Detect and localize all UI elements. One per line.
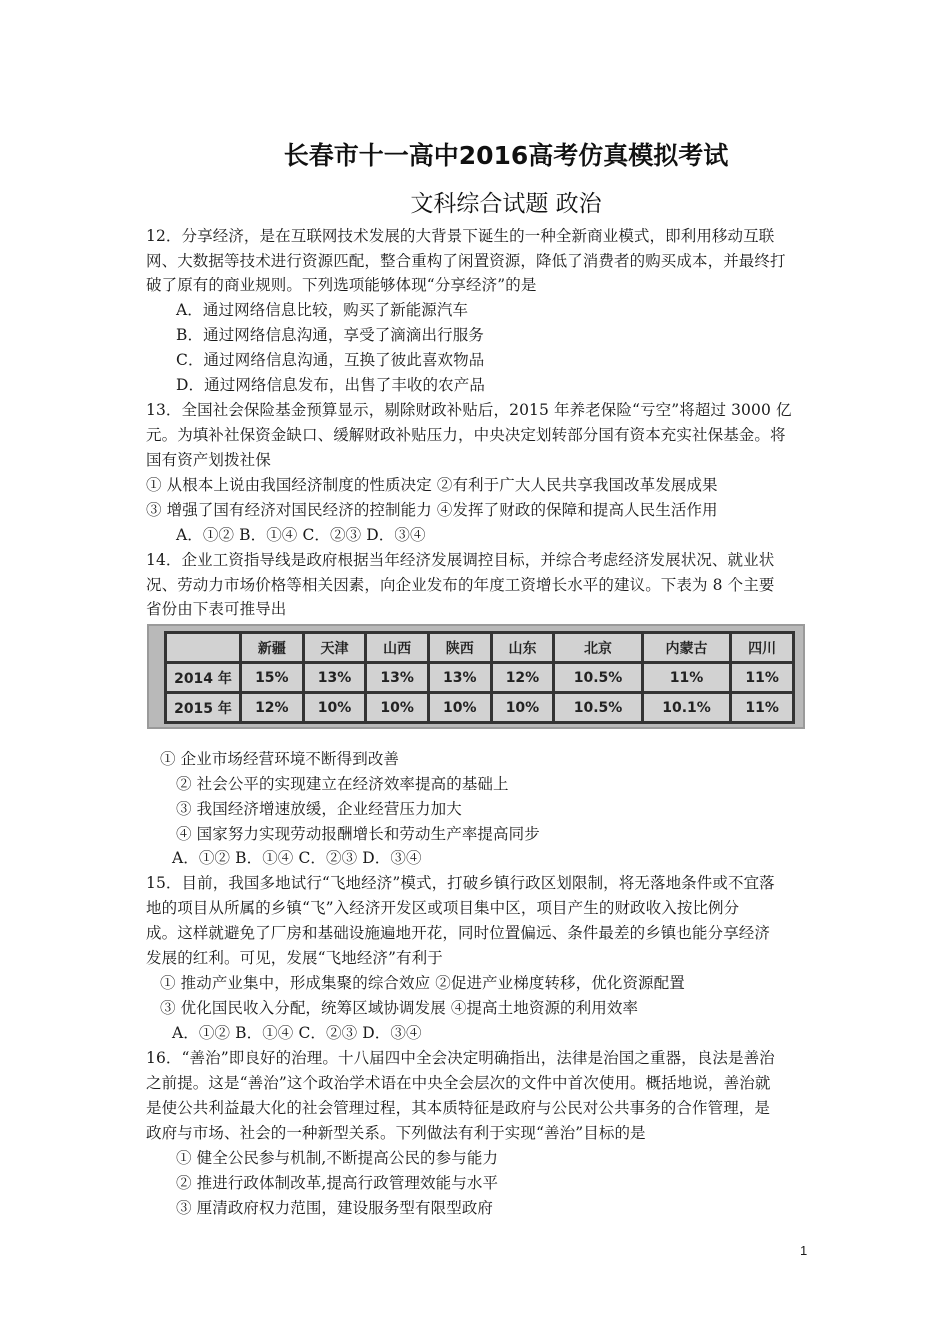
q12-stem-line: 破了原有的商业规则。下列选项能够体现“分享经济”的是 (146, 276, 537, 294)
table-header-cell: 山西 (366, 633, 429, 663)
table-header-cell: 天津 (303, 633, 366, 663)
table-header-cell: 山东 (491, 633, 554, 663)
q14-stem-line: 省份由下表可推导出 (146, 600, 287, 618)
table-cell: 12% (491, 663, 554, 693)
table-cell: 13% (303, 663, 366, 693)
q13-item-line: ③ 增强了国有经济对国民经济的控制能力 ④发挥了财政的保障和提高人民生活作用 (146, 501, 718, 519)
q16-item-line: ③ 厘清政府权力范围，建设服务型有限型政府 (176, 1199, 494, 1217)
q13-options: A．①② B．①④ C．②③ D．③④ (176, 526, 426, 544)
q15-item-line: ① 推动产业集中，形成集聚的综合效应 ②促进产业梯度转移，优化资源配置 (160, 974, 685, 992)
q13-stem-line: 13．全国社会保险基金预算显示，剔除财政补贴后，2015 年养老保险“亏空”将超过 3000 亿 (146, 401, 792, 419)
table-cell: 11% (731, 663, 794, 693)
table-cell: 2015 年 (166, 693, 241, 723)
page-number: 1 (800, 1243, 808, 1258)
q14-stem-line: 14．企业工资指导线是政府根据当年经济发展调控目标，并综合考虑经济发展状况、就业状 (146, 551, 775, 569)
table-cell: 11% (731, 693, 794, 723)
q13-stem-line: 元。为填补社保资金缺口、缓解财政补贴压力，中央决定划转部分国有资本充实社保基金。将 (146, 426, 786, 444)
q12-option-a: A．通过网络信息比较，购买了新能源汽车 (176, 301, 469, 319)
exam-title: 长春市十一高中2016高考仿真模拟考试 (283, 141, 729, 170)
table-row (166, 693, 794, 723)
q13-stem-line: 国有资产划拨社保 (146, 451, 271, 469)
table-row (166, 663, 794, 693)
q14-options: A．①② B．①④ C．②③ D．③④ (172, 849, 422, 867)
table-cell: 13% (428, 663, 491, 693)
table-cell: 10% (491, 693, 554, 723)
wage-guideline-table (164, 631, 795, 724)
q15-options: A．①② B．①④ C．②③ D．③④ (172, 1024, 422, 1042)
table-header-cell: 陕西 (428, 633, 491, 663)
table-cell: 10% (428, 693, 491, 723)
table-cell: 10% (303, 693, 366, 723)
q16-stem-line: 政府与市场、社会的一种新型关系。下列做法有利于实现“善治”目标的是 (146, 1124, 646, 1142)
q12-option-c: C．通过网络信息沟通，互换了彼此喜欢物品 (176, 351, 485, 369)
q16-stem-line: 是使公共利益最大化的社会管理过程，其本质特征是政府与公民对公共事务的合作管理，是 (146, 1099, 771, 1117)
q16-item-line: ① 健全公民参与机制,不断提高公民的参与能力 (176, 1149, 499, 1167)
table-cell: 15% (241, 663, 304, 693)
q15-stem-line: 成。这样就避免了厂房和基础设施遍地开花，同时位置偏远、条件最差的乡镇也能分享经济 (146, 924, 771, 942)
table-cell: 11% (642, 663, 731, 693)
table-header-cell: 内蒙古 (642, 633, 731, 663)
q13-item-line: ① 从根本上说由我国经济制度的性质决定 ②有利于广大人民共享我国改革发展成果 (146, 476, 718, 494)
q14-stem-line: 况、劳动力市场价格等相关因素，向企业发布的年度工资增长水平的建议。下表为 8 个主要 (146, 576, 775, 594)
q15-stem-line: 地的项目从所属的乡镇“飞”入经济开发区或项目集中区，项目产生的财政收入按比例分 (146, 899, 740, 917)
table-header-cell: 新疆 (241, 633, 304, 663)
table-header-cell (166, 633, 241, 663)
q14-item-line: ③ 我国经济增速放缓，企业经营压力加大 (176, 800, 462, 818)
table-cell: 10% (366, 693, 429, 723)
exam-subtitle: 文科综合试题 政治 (410, 191, 602, 217)
table-cell: 2014 年 (166, 663, 241, 693)
table-header-cell: 北京 (554, 633, 643, 663)
q15-stem-line: 发展的红利。可见，发展“飞地经济”有利于 (146, 949, 443, 967)
q15-item-line: ③ 优化国民收入分配，统筹区域协调发展 ④提高土地资源的利用效率 (160, 999, 639, 1017)
q14-item-line: ④ 国家努力实现劳动报酬增长和劳动生产率提高同步 (176, 825, 540, 843)
table-cell: 13% (366, 663, 429, 693)
q16-stem-line: 16．“善治”即良好的治理。十八届四中全会决定明确指出，法律是治国之重器，良法是善治 (146, 1049, 775, 1067)
q12-stem-line: 12．分享经济，是在互联网技术发展的大背景下诞生的一种全新商业模式，即利用移动互联 (146, 227, 775, 245)
q12-option-d: D．通过网络信息发布，出售了丰收的农产品 (176, 376, 485, 394)
q15-stem-line: 15．目前，我国多地试行“飞地经济”模式，打破乡镇行政区划限制，将无落地条件或不宜落 (146, 874, 775, 892)
q14-item-line: ① 企业市场经营环境不断得到改善 (160, 750, 400, 768)
wage-guideline-table-image (147, 624, 805, 729)
table-header-cell: 四川 (731, 633, 794, 663)
table-cell: 10.1% (642, 693, 731, 723)
table-cell: 10.5% (554, 693, 643, 723)
q16-stem-line: 之前提。这是“善治”这个政治学术语在中央全会层次的文件中首次使用。概括地说，善治就 (146, 1074, 771, 1092)
table-header-row (166, 633, 794, 663)
q12-option-b: B．通过网络信息沟通，享受了滴滴出行服务 (176, 326, 484, 344)
table-cell: 12% (241, 693, 304, 723)
q12-stem-line: 网、大数据等技术进行资源匹配，整合重构了闲置资源，降低了消费者的购买成本，并最终打 (146, 252, 786, 270)
table-cell: 10.5% (554, 663, 643, 693)
q16-item-line: ② 推进行政体制改革,提高行政管理效能与水平 (176, 1174, 499, 1192)
q14-item-line: ② 社会公平的实现建立在经济效率提高的基础上 (176, 775, 509, 793)
